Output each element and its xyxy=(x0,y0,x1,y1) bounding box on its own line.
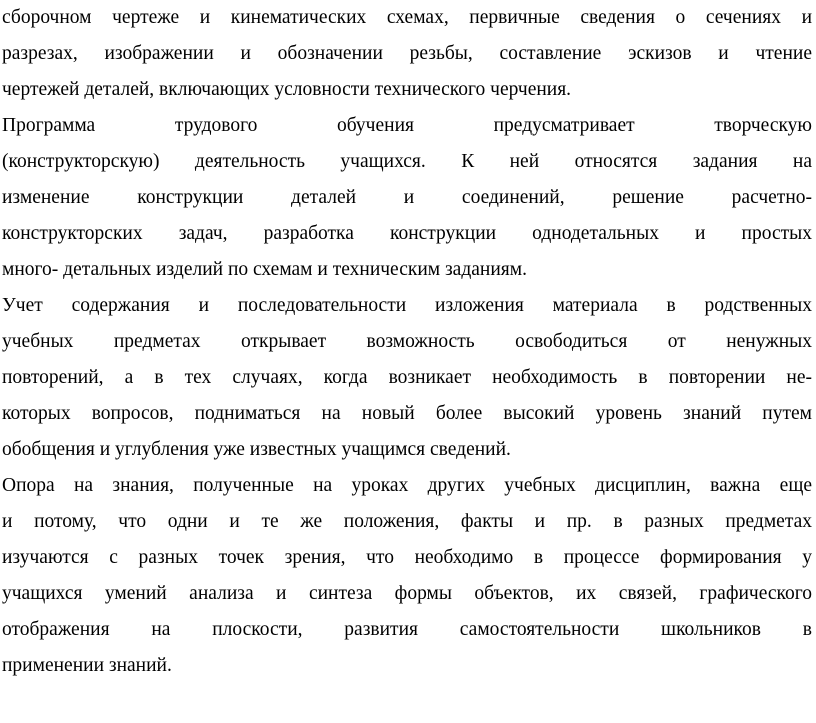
text-line: Учет содержания и последовательности изложения материала в родственных xyxy=(2,295,812,316)
text-line: учебных предметах открывает возможность освободиться от ненужных xyxy=(2,331,812,352)
text-line: обобщения и углубления уже известных учащимся сведений. xyxy=(2,439,511,460)
paragraph xyxy=(2,108,812,288)
text-line: которых вопросов, подниматься на новый более высокий уровень знаний путем xyxy=(2,403,812,424)
text-line: сборочном чертеже и кинематических схемах, первичные сведения о сечениях и xyxy=(2,7,812,28)
text-line: Опора на знания, полученные на уроках других учебных дисциплин, важна еще xyxy=(2,475,812,496)
paragraph xyxy=(2,468,812,684)
text-line: отображения на плоскости, развития самостоятельности школьников в xyxy=(2,619,812,640)
text-line: повторений, а в тех случаях, когда возникает необходимость в повторении не- xyxy=(2,367,812,388)
text-line: (конструкторскую) деятельность учащихся. К ней относятся задания на xyxy=(2,151,812,172)
paragraph xyxy=(2,0,812,108)
paragraph xyxy=(2,288,812,468)
text-line: чертежей деталей, включающих условности технического черчения. xyxy=(2,79,572,100)
text-line: применении знаний. xyxy=(2,655,172,676)
text-line: учащихся умений анализа и синтеза формы объектов, их связей, графического xyxy=(2,583,812,604)
text-line: конструкторских задач, разработка конструкции однодетальных и простых xyxy=(2,223,812,244)
text-line: изучаются с разных точек зрения, что необходимо в процессе формирования у xyxy=(2,547,812,568)
text-line: много- детальных изделий по схемам и техническим заданиям. xyxy=(2,259,527,280)
text-line: изменение конструкции деталей и соединений, решение расчетно- xyxy=(2,187,812,208)
text-line: Программа трудового обучения предусматривает творческую xyxy=(2,115,812,136)
text-line: разрезах, изображении и обозначении резьбы, составление эскизов и чтение xyxy=(2,43,812,64)
text-line: и потому, что одни и те же положения, факты и пр. в разных предметах xyxy=(2,511,812,532)
